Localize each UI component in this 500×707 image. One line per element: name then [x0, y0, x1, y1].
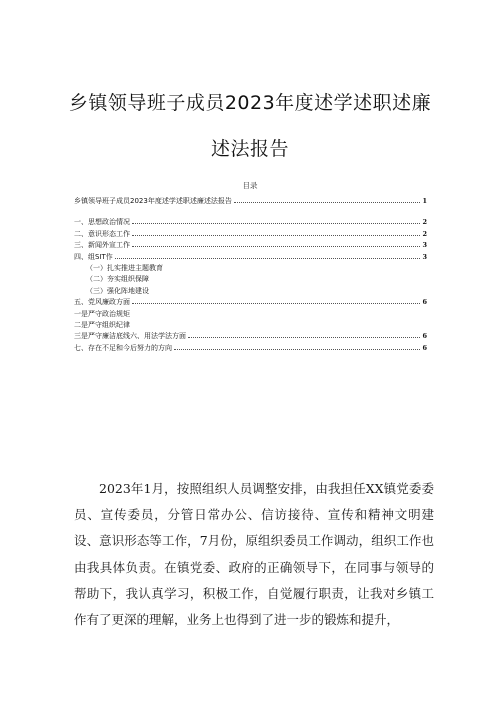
toc-entry-text: 三是严守廉洁底线六、用法学法方面: [74, 332, 186, 341]
toc-entry-text: （一）扎实推进主题教育: [86, 263, 163, 272]
toc-entry-text: 一、思想政治情况: [74, 218, 130, 227]
toc-entry[interactable]: [74, 286, 427, 297]
toc-heading: 目录: [242, 181, 258, 190]
toc-page-number: 6: [422, 343, 427, 352]
toc-entry[interactable]: [74, 297, 427, 308]
toc-entry[interactable]: [74, 229, 427, 240]
toc-entry[interactable]: [74, 309, 427, 320]
toc-entry-text: 乡镇领导班子成员2023年度述学述职述廉述法报告: [74, 197, 232, 205]
toc-dot-leader: [115, 258, 421, 259]
table-of-contents: [74, 196, 427, 354]
toc-page-number: 3: [422, 241, 427, 250]
toc-entry[interactable]: [74, 252, 427, 263]
body-paragraph: 2023年1月，按照组织人员调整安排，由我担任XX镇党委委员、宣传委员，分管日常办公、信访接待、宣传和精神文明建设、意识形态等工作，7月份，原组织委员工作调动，组织工作也由我具体负责。在镇党委、政府的正确领导下，在同事与领导的帮助下，我认真学习，积极工作，自觉履行职责，让我对乡镇工作有了更深的理解，业务上也得到了进一步的锻炼和提升，: [74, 481, 434, 628]
toc-dot-leader: [132, 303, 420, 304]
toc-entry[interactable]: [74, 274, 427, 285]
toc-entry-text: 二是严守组织纪律: [74, 320, 130, 329]
toc-entry-text: 二、意识形态工作: [74, 229, 130, 238]
toc-entry[interactable]: [74, 263, 427, 274]
toc-page-number: 1: [422, 197, 427, 205]
toc-dot-leader: [234, 202, 421, 203]
toc-entry[interactable]: [74, 320, 427, 331]
toc-entry[interactable]: [74, 331, 427, 342]
toc-dot-leader: [132, 246, 420, 247]
document-title-line-1: 乡镇领导班子成员2023年度述学述职述廉: [68, 92, 432, 114]
toc-entry-text: 五、党风廉政方面: [74, 298, 130, 307]
toc-page-number: 2: [422, 229, 427, 238]
toc-page-number: 6: [422, 332, 427, 341]
document-title-line-2: 述法报告: [210, 138, 289, 160]
toc-dot-leader: [132, 235, 420, 236]
toc-entry[interactable]: [74, 217, 427, 228]
toc-entry[interactable]: [74, 196, 427, 207]
toc-dot-leader: [174, 349, 420, 350]
toc-entry[interactable]: [74, 343, 427, 354]
toc-entry-text: （三）强化阵地建设: [86, 286, 149, 295]
toc-entry-text: 四、组SIT作: [74, 252, 113, 261]
toc-entry[interactable]: [74, 240, 427, 251]
toc-page-number: 3: [422, 252, 427, 261]
toc-dot-leader: [132, 223, 420, 224]
toc-page-number: 2: [422, 218, 427, 227]
toc-entry-text: 一是严守政治规矩: [74, 309, 130, 318]
toc-page-number: 6: [422, 298, 427, 307]
toc-entry-text: （二）夯实组织保障: [86, 275, 149, 284]
toc-entry-text: 三、新闻外宣工作: [74, 241, 130, 250]
toc-dot-leader: [188, 337, 420, 338]
toc-entry-text: 七、存在不足和今后努力的方向: [74, 343, 172, 352]
